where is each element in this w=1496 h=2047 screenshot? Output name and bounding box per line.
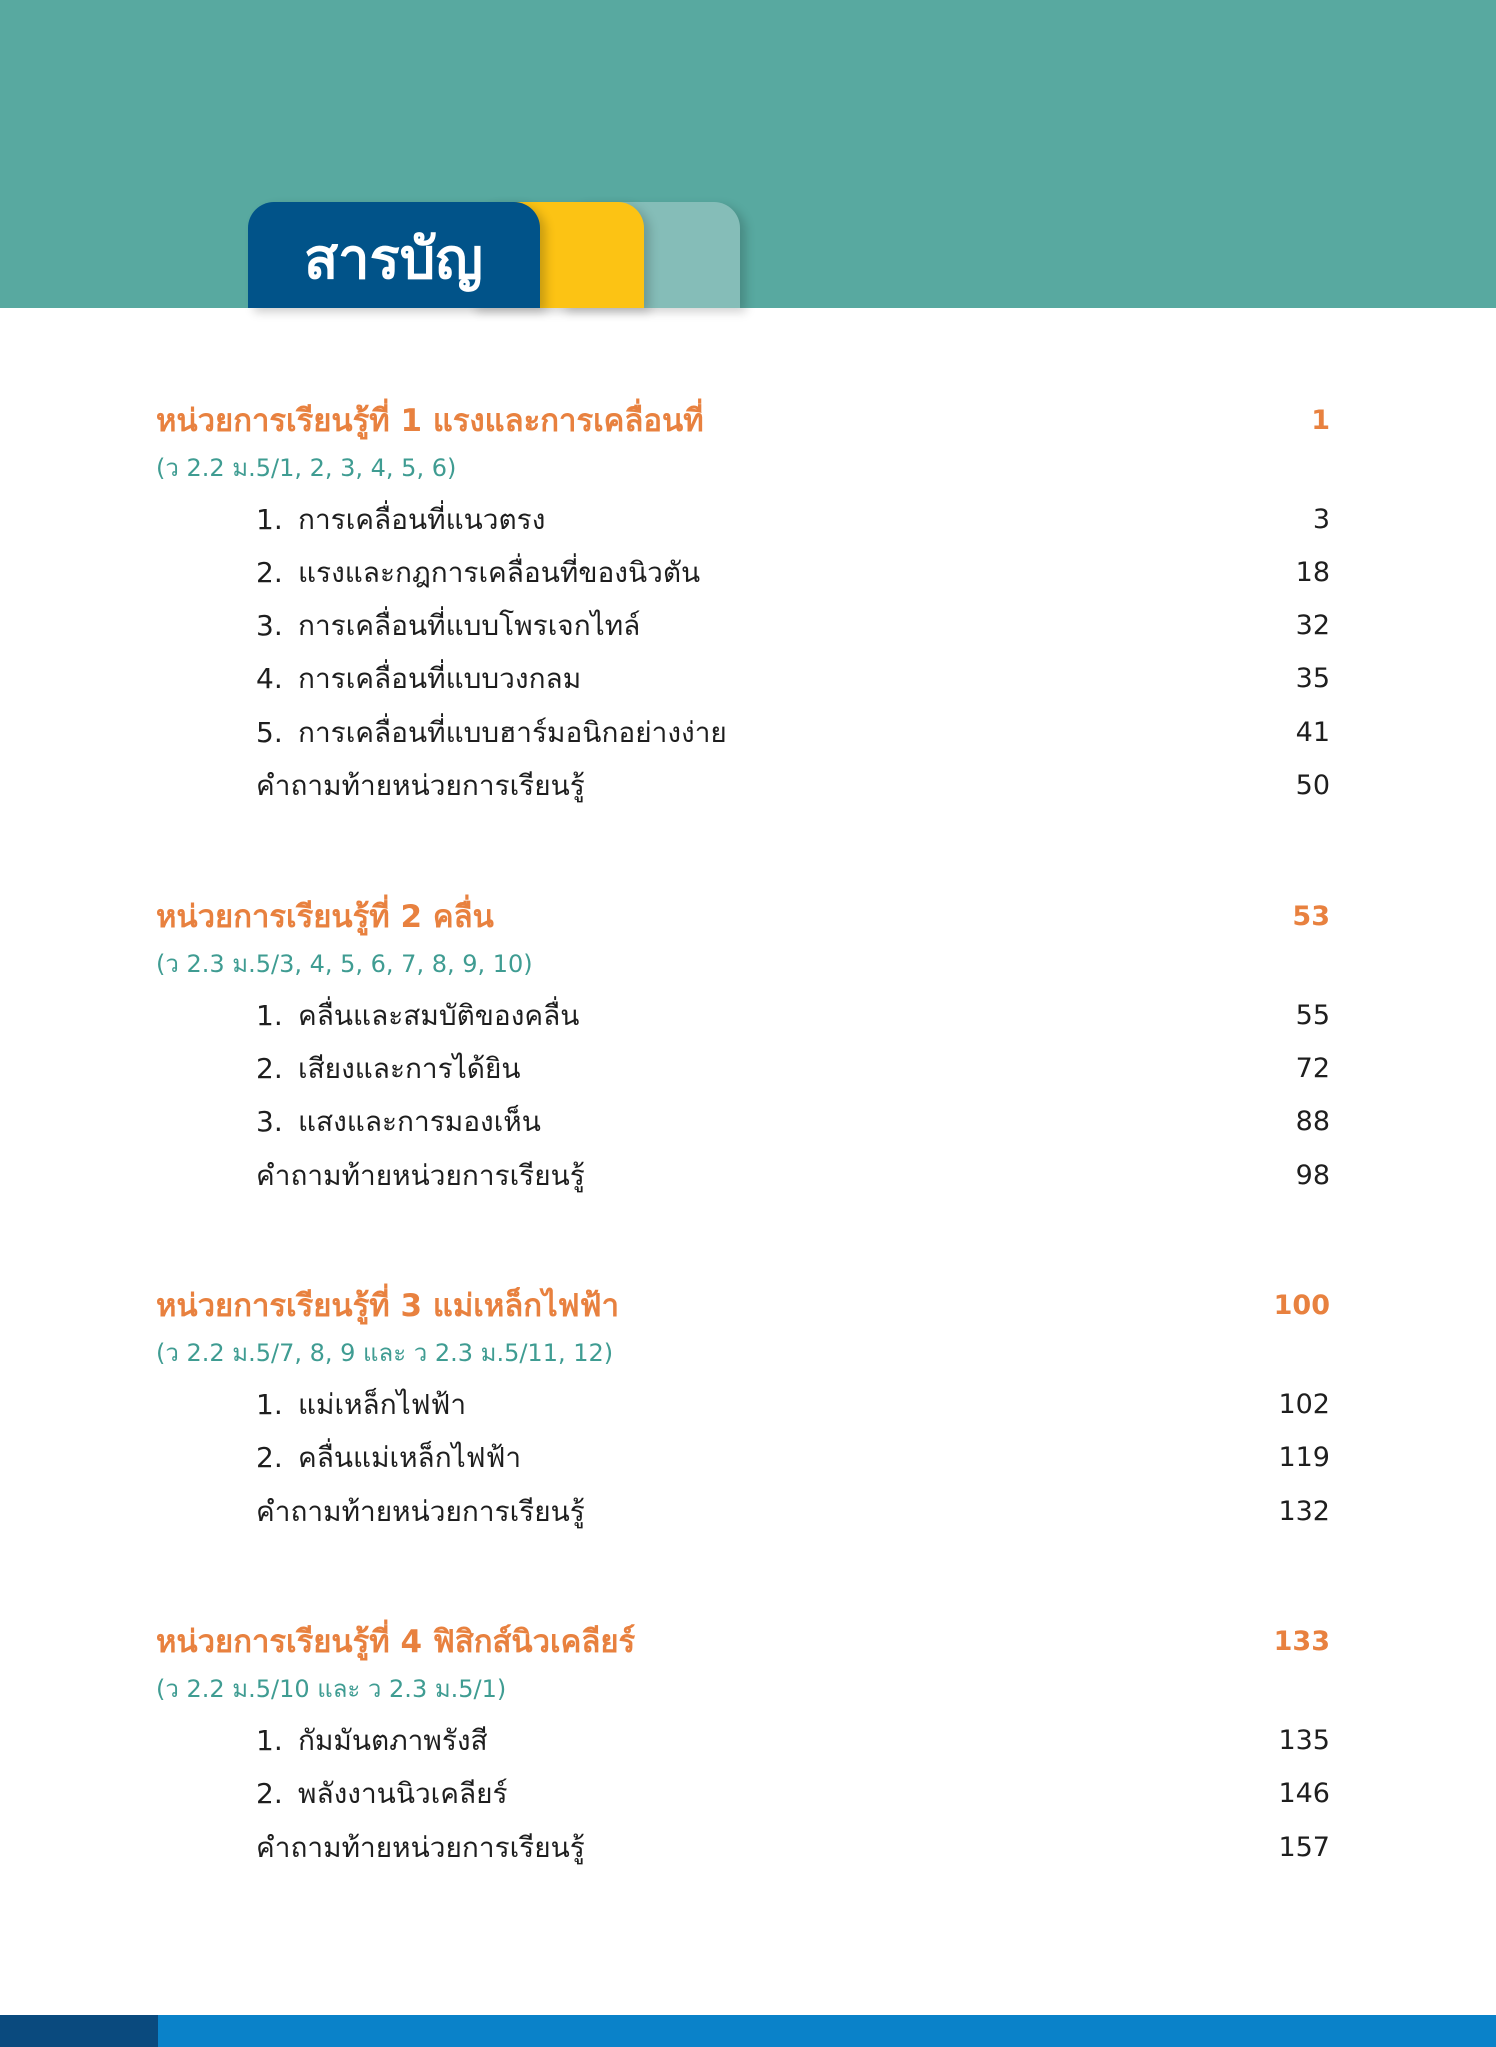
unit-page-number: 53	[1292, 901, 1330, 932]
toc-item[interactable]	[256, 1721, 488, 1761]
unit-page-number: 100	[1273, 1290, 1330, 1321]
toc-item-number: 2.	[256, 1777, 283, 1810]
toc-item-review[interactable]	[256, 766, 585, 806]
toc-item-page: 135	[1278, 1725, 1330, 1756]
toc-item-page: 72	[1295, 1053, 1330, 1084]
toc-item-label: แม่เหล็กไฟฟ้า	[298, 1388, 467, 1421]
toc-item[interactable]	[256, 1438, 521, 1478]
toc-item[interactable]	[256, 553, 700, 593]
unit-standard: (ว 2.3 ม.5/3, 4, 5, 6, 7, 8, 9, 10)	[156, 950, 533, 978]
unit-standard: (ว 2.2 ม.5/10 และ ว 2.3 ม.5/1)	[156, 1675, 507, 1703]
toc-item[interactable]	[256, 1385, 466, 1425]
footer-bar	[158, 2015, 1496, 2047]
toc-item-label: คำถามท้ายหน่วยการเรียนรู้	[256, 1159, 585, 1192]
toc-item-label: คลื่นแม่เหล็กไฟฟ้า	[298, 1441, 522, 1474]
toc-item[interactable]	[256, 1774, 508, 1814]
unit-page-number: 1	[1311, 405, 1330, 436]
unit-title[interactable]: หน่วยการเรียนรู้ที่ 3 แม่เหล็กไฟฟ้า	[156, 1288, 619, 1324]
toc-item-label: แสงและการมองเห็น	[298, 1105, 541, 1138]
toc-item-label: การเคลื่อนที่แบบฮาร์มอนิกอย่างง่าย	[298, 716, 727, 749]
toc-item-number: 1.	[256, 999, 283, 1032]
toc-item-number: 3.	[256, 609, 283, 642]
toc-item-review[interactable]	[256, 1156, 585, 1196]
unit-standard: (ว 2.2 ม.5/7, 8, 9 และ ว 2.3 ม.5/11, 12)	[156, 1339, 614, 1367]
toc-item-number: 2.	[256, 1441, 283, 1474]
toc-item-label: คำถามท้ายหน่วยการเรียนรู้	[256, 1495, 585, 1528]
unit-title[interactable]: หน่วยการเรียนรู้ที่ 4 ฟิสิกส์นิวเคลียร์	[156, 1624, 636, 1660]
toc-item-page: 157	[1278, 1832, 1330, 1863]
toc-item-label: คำถามท้ายหน่วยการเรียนรู้	[256, 1831, 585, 1864]
toc-item-page: 98	[1295, 1160, 1330, 1191]
toc-item-number: 4.	[256, 662, 283, 695]
footer-bar-dark	[0, 2015, 158, 2047]
toc-item-number: 5.	[256, 716, 283, 749]
toc-item-review[interactable]	[256, 1828, 585, 1868]
header-band	[0, 0, 1496, 308]
toc-item[interactable]	[256, 606, 640, 646]
toc-item-page: 119	[1278, 1442, 1330, 1473]
toc-item-label: การเคลื่อนที่แบบโพรเจกไทล์	[298, 609, 641, 642]
toc-item[interactable]	[256, 1049, 521, 1089]
toc-item[interactable]	[256, 659, 581, 699]
toc-item-page: 35	[1295, 663, 1330, 694]
toc-item[interactable]	[256, 996, 579, 1036]
toc-item-page: 3	[1312, 504, 1330, 535]
toc-item-page: 18	[1295, 557, 1330, 588]
toc-item-page: 32	[1295, 610, 1330, 641]
toc-item-page: 88	[1295, 1106, 1330, 1137]
toc-item-page: 146	[1278, 1778, 1330, 1809]
toc-item-label: คำถามท้ายหน่วยการเรียนรู้	[256, 769, 585, 802]
toc-item-label: คลื่นและสมบัติของคลื่น	[298, 999, 580, 1032]
toc-item[interactable]	[256, 500, 545, 540]
toc-item-page: 55	[1295, 1000, 1330, 1031]
toc-item-label: เสียงและการได้ยิน	[298, 1052, 521, 1085]
toc-item-number: 1.	[256, 1724, 283, 1757]
toc-item-label: การเคลื่อนที่แนวตรง	[298, 503, 546, 536]
toc-item-label: แรงและกฎการเคลื่อนที่ของนิวตัน	[298, 556, 701, 589]
toc-item-review[interactable]	[256, 1492, 585, 1532]
toc-item-page: 50	[1295, 770, 1330, 801]
toc-item[interactable]	[256, 1102, 541, 1142]
toc-item-number: 1.	[256, 503, 283, 536]
unit-title[interactable]: หน่วยการเรียนรู้ที่ 2 คลื่น	[156, 899, 494, 935]
toc-item-label: กัมมันตภาพรังสี	[298, 1724, 488, 1757]
toc-item[interactable]	[256, 713, 727, 753]
toc-item-page: 41	[1295, 717, 1330, 748]
toc-item-label: การเคลื่อนที่แบบวงกลม	[298, 662, 582, 695]
toc-item-page: 102	[1278, 1389, 1330, 1420]
unit-standard: (ว 2.2 ม.5/1, 2, 3, 4, 5, 6)	[156, 454, 457, 482]
unit-title[interactable]: หน่วยการเรียนรู้ที่ 1 แรงและการเคลื่อนที่	[156, 403, 704, 439]
unit-page-number: 133	[1273, 1626, 1330, 1657]
toc-item-number: 2.	[256, 1052, 283, 1085]
toc-item-number: 2.	[256, 556, 283, 589]
toc-item-label: พลังงานนิวเคลียร์	[298, 1777, 508, 1810]
toc-item-number: 3.	[256, 1105, 283, 1138]
toc-item-number: 1.	[256, 1388, 283, 1421]
toc-item-page: 132	[1278, 1496, 1330, 1527]
page-title: สารบัญ	[304, 227, 483, 292]
